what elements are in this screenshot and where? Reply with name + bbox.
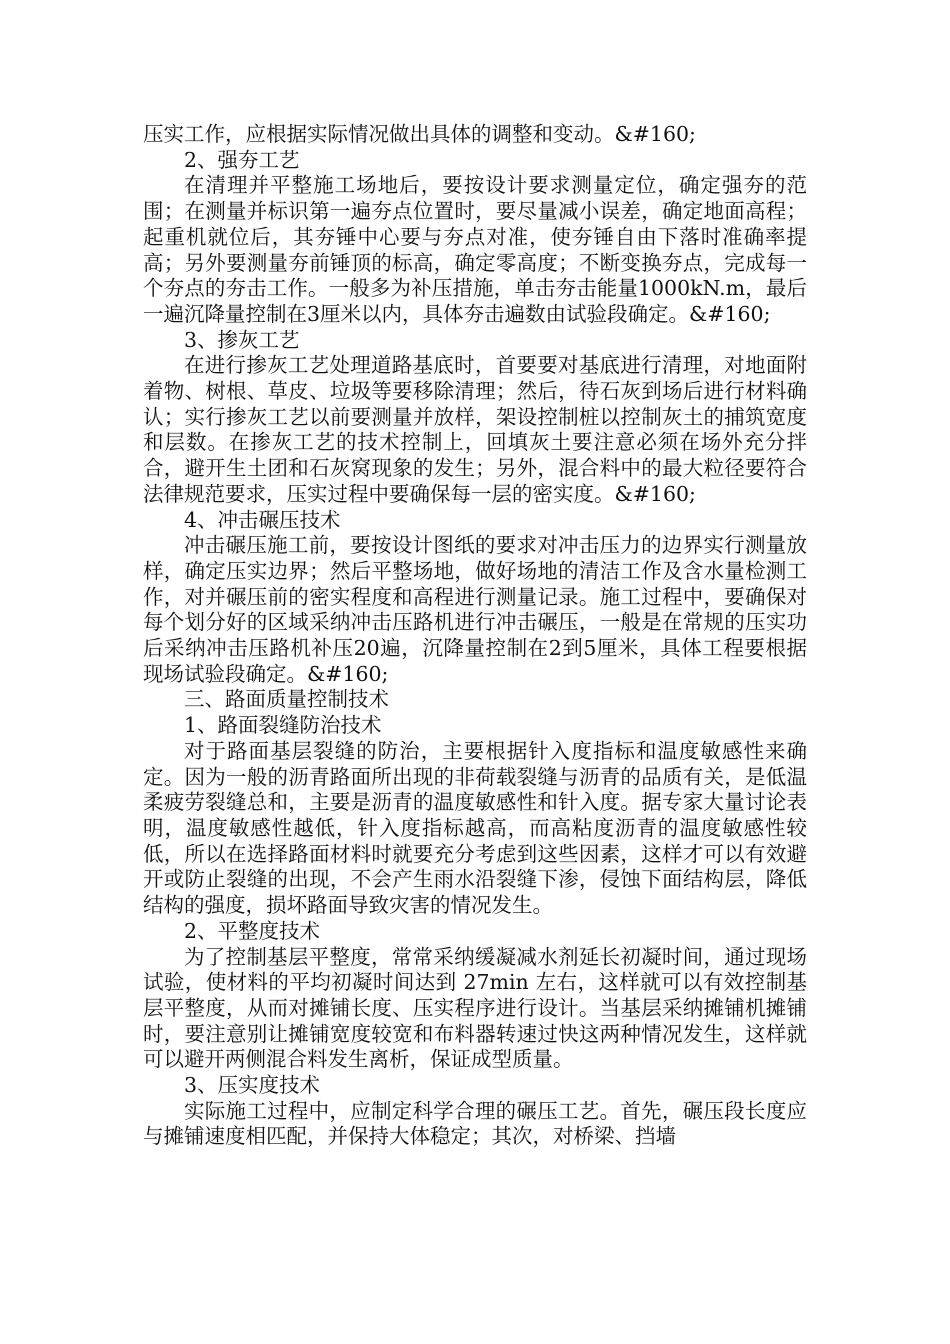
paragraph-flatness: 为了控制基层平整度，常常采纳缓凝减水剂延长初凝时间，通过现场试验，使材料的平均初凝时间达到 27min 左右，这样就可以有效控制基层平整度，从而对摊铺长度、压实程序进行设计。当基层采纳摊铺机摊铺时，要注意别让摊铺宽度较宽和布料器转速过快这两种情况发生，这样就可以避开两侧混合料发生离析，保证成型质量。 (143, 944, 807, 1072)
heading-compaction-degree: 3、压实度技术 (184, 1073, 321, 1098)
paragraph-dynamic-compaction: 在清理并平整施工场地后，要按设计要求测量定位，确定强夯的范围；在测量并标识第一遍夯点位置时，要尽量减小误差，确定地面高程；起重机就位后，其夯锤中心要与夯点对准，使夯锤自由下落时准确率提高；另外要测量夯前锤顶的标高，确定零高度；不断变换夯点，完成每一个夯点的夯击工作。一般多为补压措施，单击夯击能量1000kN.m，最后一遍沉降量控制在3厘米以内，具体夯击遍数由试验段确定。&#160; (143, 173, 807, 326)
paragraph-crack-prevention: 对于路面基层裂缝的防治，主要根据针入度指标和温度敏感性来确定。因为一般的沥青路面所出现的非荷载裂缝与沥青的品质有关，是低温柔疲劳裂缝总和，主要是沥青的温度敏感性和针入度。据专家大量讨论表明，温度敏感性越低，针入度指标越高，而高粘度沥青的温度敏感性较低，所以在选择路面材料时就要充分考虑到这些因素，这样才可以有效避开或防止裂缝的出现，不会产生雨水沿裂缝下渗，侵蚀下面结构层，降低结构的强度，损坏路面导致灾害的情况发生。 (143, 738, 807, 918)
paragraph-impact-rolling: 冲击碾压施工前，要按设计图纸的要求对冲击压力的边界实行测量放样，确定压实边界；然后平整场地，做好场地的清洁工作及含水量检测工作，对并碾压前的密实程度和高程进行测量记录。施工过程中，要确保对每个划分好的区域采纳冲击压路机进行冲击碾压，一般是在常规的压实功后采纳冲击压路机补压20遍，沉降量控制在2到5厘米，具体工程要根据现场试验段确定。&#160; (143, 533, 807, 686)
heading-crack-prevention: 1、路面裂缝防治技术 (184, 713, 382, 738)
paragraph-lime-mixing: 在进行掺灰工艺处理道路基底时，首要要对基底进行清理，对地面附着物、树根、草皮、垃圾等要移除清理；然后，待石灰到场后进行材料确认；实行掺灰工艺以前要测量并放样，架设控制桩以控制灰土的捕筑宽度和层数。在掺灰工艺的技术控制上，回填灰土要注意必须在场外充分拌合，避开生土团和石灰窝现象的发生；另外，混合料中的最大粒径要符合法律规范要求，压实过程中要确保每一层的密实度。&#160; (143, 353, 807, 506)
heading-lime-mixing: 3、掺灰工艺 (184, 327, 300, 352)
heading-dynamic-compaction: 2、强夯工艺 (184, 147, 300, 172)
paragraph-compaction-tail: 压实工作，应根据实际情况做出具体的调整和变动。&#160; (143, 122, 696, 146)
document-body (143, 122, 807, 1150)
heading-impact-rolling: 4、冲击碾压技术 (184, 507, 341, 532)
paragraph-compaction-degree: 实际施工过程中，应制定科学合理的碾压工艺。首先，碾压段长度应与摊铺速度相匹配，并保持大体稳定；其次，对桥梁、挡墙 (143, 1098, 807, 1149)
heading-pavement-quality: 三、路面质量控制技术 (184, 687, 389, 712)
heading-flatness: 2、平整度技术 (184, 918, 321, 943)
